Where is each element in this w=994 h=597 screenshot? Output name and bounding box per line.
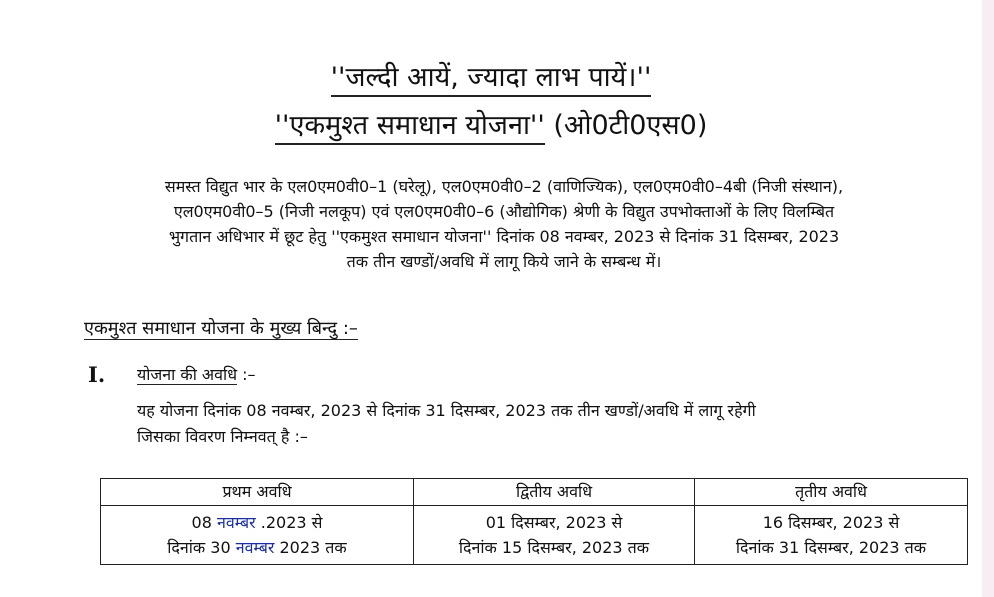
start-month: नवम्बर [217, 513, 256, 532]
intro-line: भुगतान अधिभार में छूट हेतु ''एकमुश्त समाधान योजना'' दिनांक 08 नवम्बर, 2023 से दिनांक 31 दिसम्बर, 2023 [168, 227, 840, 246]
intro-line: एल0एम0वी0–5 (निजी नलकूप) एवं एल0एम0वी0–6 (औद्योगिक) श्रेणी के विद्युत उपभोक्ताओं के लिए विलम्बित [173, 202, 835, 221]
slogan-title [0, 60, 982, 96]
main-points-heading-text: एकमुश्त समाधान योजना के मुख्य बिन्दु :– [84, 318, 358, 339]
second-period-start: 01 दिसम्बर, 2023 से [485, 513, 623, 532]
description-line: जिसका विवरण निम्नवत् है :– [137, 427, 308, 446]
first-period-start [107, 510, 407, 535]
intro-line: समस्त विद्युत भार के एल0एम0वी0–1 (घरेलू), एल0एम0वी0–2 (वाणिज्यिक), एल0एम0वी0–4बी (निजी संस्थान), [164, 177, 844, 196]
first-period-end [107, 535, 407, 560]
end-day: दिनांक 30 [167, 538, 236, 557]
cell-second-period [414, 506, 695, 565]
end-year: 2023 तक [274, 538, 347, 557]
end-month: नवम्बर [235, 538, 275, 557]
scheme-name: ''एकमुश्त समाधान योजना'' [275, 110, 545, 145]
header-second-period: द्वितीय अवधि [414, 479, 695, 506]
header-first-period: प्रथम अवधि [101, 479, 414, 506]
cell-third-period [695, 506, 968, 565]
table-row [101, 506, 968, 565]
duration-description [137, 398, 937, 450]
slogan-text: ''जल्दी आयें, ज्यादा लाभ पायें।'' [331, 62, 652, 97]
duration-heading [137, 362, 256, 388]
third-period-end: दिनांक 31 दिसम्बर, 2023 तक [735, 538, 927, 557]
point-number: I. [88, 362, 106, 387]
description-line: यह योजना दिनांक 08 नवम्बर, 2023 से दिनांक 31 दिसम्बर, 2023 तक तीन खण्डों/अवधि में लागू रहेगी [137, 401, 756, 420]
start-day: 08 [191, 513, 217, 532]
start-year: .2023 से [255, 513, 323, 532]
main-points-heading [84, 316, 358, 342]
intro-line: तक तीन खण्डों/अवधि में लागू किये जाने के सम्बन्ध में। [346, 252, 662, 271]
scheme-abbrev: (ओ0टी0एस0) [544, 110, 708, 141]
scheme-title [0, 108, 982, 144]
header-third-period: तृतीय अवधि [695, 479, 968, 506]
cell-first-period [101, 506, 414, 565]
duration-heading-suffix: :– [237, 365, 256, 384]
third-period-start: 16 दिसम्बर, 2023 से [762, 513, 900, 532]
intro-paragraph [88, 174, 920, 274]
second-period-end: दिनांक 15 दिसम्बर, 2023 तक [458, 538, 650, 557]
period-table [100, 478, 968, 565]
duration-heading-text: योजना की अवधि [137, 365, 238, 384]
table-header-row [101, 479, 968, 506]
page-edge [982, 0, 994, 597]
